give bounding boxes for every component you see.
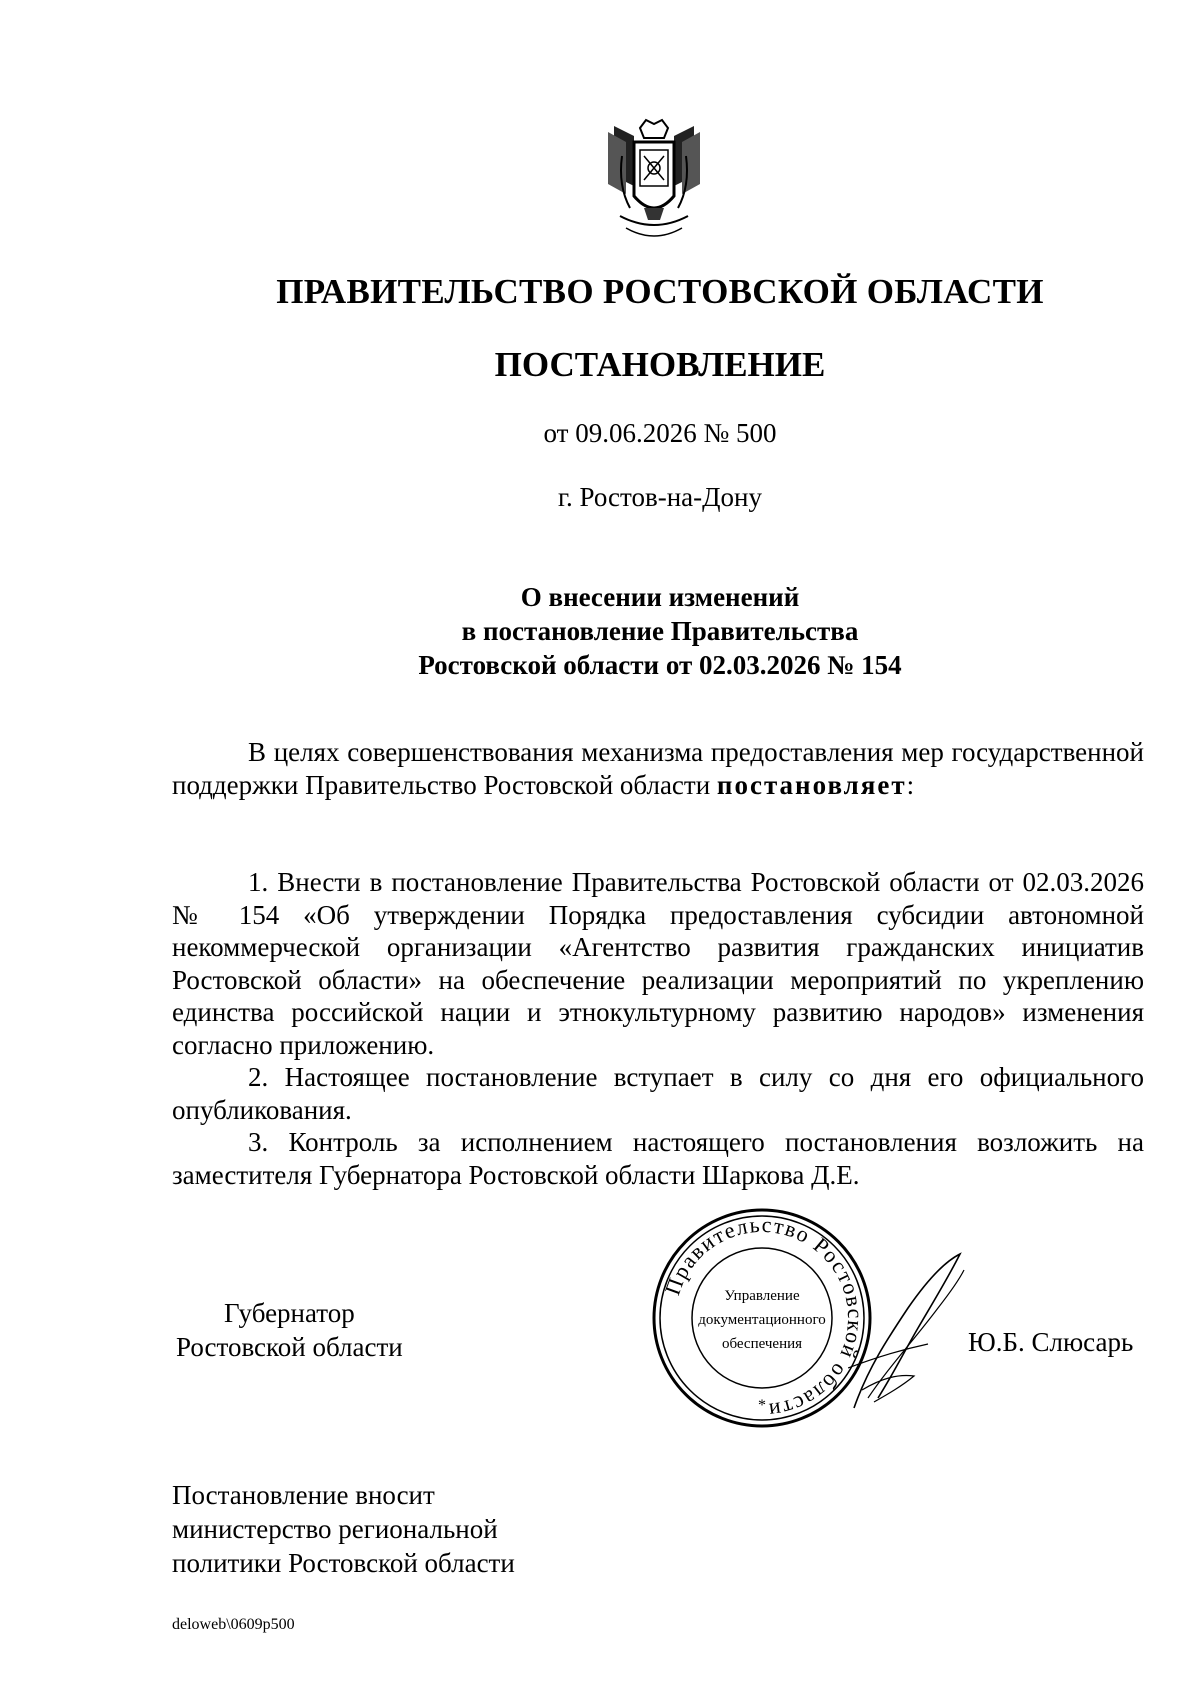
- resolution-item: 3. Контроль за исполнением настоящего постановления возложить на заместителя Губернатора Ростовской области Шаркова Д.Е.: [172, 1127, 1144, 1190]
- introducing-authority: [172, 1478, 515, 1580]
- subject-line: Ростовской области от 02.03.2026 № 154: [418, 650, 902, 680]
- stamp-ring-text: Правительство Ростовской области: [659, 1211, 869, 1424]
- stamp-inner-line: обеспечения: [721, 1336, 803, 1352]
- introducer-line: политики Ростовской области: [172, 1548, 515, 1578]
- decision-word: постановляет: [716, 769, 907, 800]
- resolution-items: [172, 866, 1144, 1191]
- stamp-inner-line: документационного: [698, 1312, 826, 1328]
- resolution-item: 1. Внести в постановление Правительства Ростовской области от 02.03.2026 № 154 «Об утверждении Порядка предоставления субсидии автономной некоммерческой организации «Агентство развития гражданских инициатив Ростовской области» на обеспечение реализации мероприятий по укреплению единства российской нации и этнокультурному развитию народов» изменения согласно приложению.: [172, 867, 1144, 1060]
- handwritten-signature: [848, 1248, 968, 1416]
- document-date-number: от 09.06.2026 № 500: [543, 418, 777, 448]
- signatory-title: [176, 1296, 403, 1364]
- signatory-title-line: Губернатор: [223, 1298, 355, 1328]
- stamp-inner-text: [680, 1284, 844, 1356]
- document-place: г. Ростов-на-Дону: [557, 482, 762, 512]
- signatory-name: Ю.Б. Слюсарь: [968, 1327, 1134, 1357]
- signatory-title-line: Ростовской области: [176, 1332, 403, 1362]
- resolution-item: 2. Настоящее постановление вступает в силу со дня его официального опубликования.: [172, 1062, 1144, 1125]
- preamble-colon: :: [906, 769, 915, 800]
- svg-text:*: *: [758, 1397, 766, 1414]
- preamble: [172, 736, 1144, 801]
- subject-line: в постановление Правительства: [461, 616, 859, 646]
- preamble-text: В целях совершенствования механизма предоставления мер государственной поддержки Правительство Ростовской области: [172, 737, 1144, 800]
- document-subject: [0, 580, 1200, 682]
- government-name: ПРАВИТЕЛЬСТВО РОСТОВСКОЙ ОБЛАСТИ: [276, 272, 1044, 311]
- file-reference: deloweb\0609p500: [172, 1616, 295, 1633]
- document-type: ПОСТАНОВЛЕНИЕ: [494, 345, 826, 384]
- subject-line: О внесении изменений: [520, 582, 800, 612]
- introducer-line: министерство региональной: [172, 1514, 498, 1544]
- stamp-inner-line: Управление: [724, 1288, 800, 1304]
- introducer-line: Постановление вносит: [172, 1480, 435, 1510]
- rostov-oblast-coat-of-arms-icon: [600, 116, 708, 248]
